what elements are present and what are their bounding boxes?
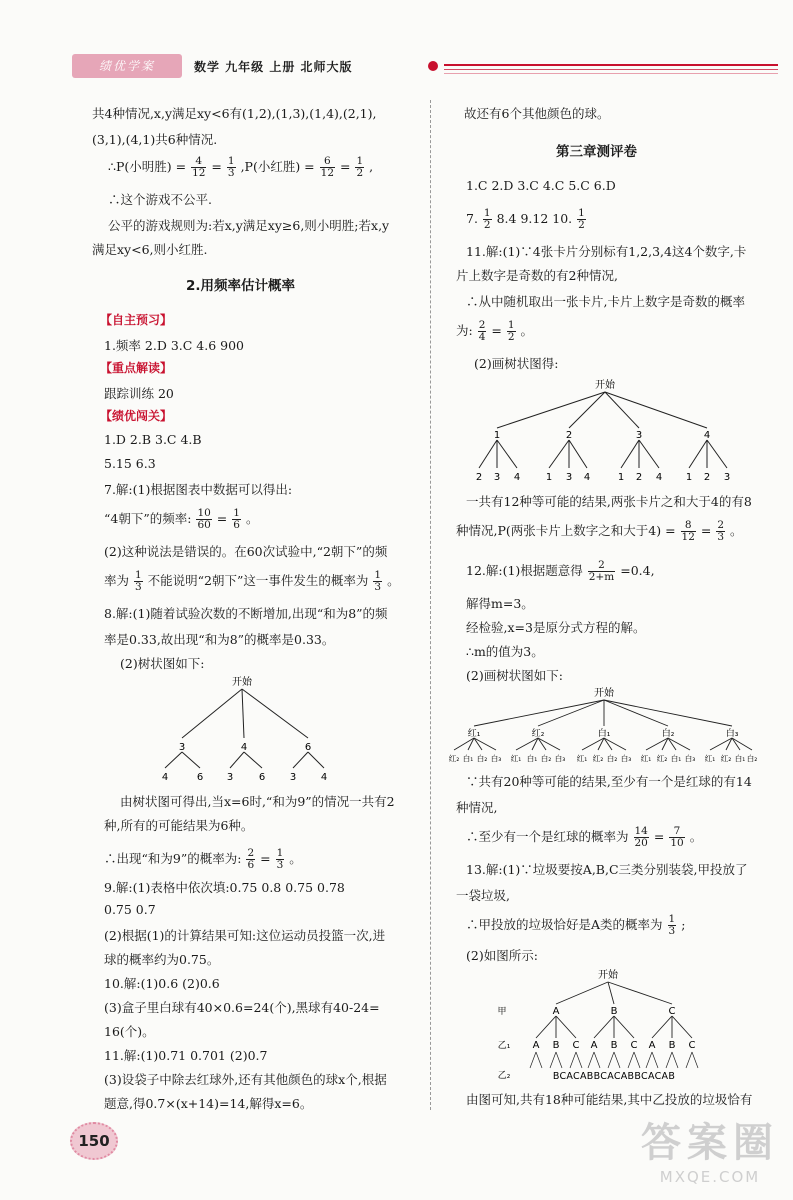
section-title: 2.用频率估计概率	[186, 278, 296, 294]
denominator: 3	[374, 581, 382, 593]
text-line: 10.解:(1)0.6 (2)0.6	[104, 976, 220, 991]
tree-node: 6	[196, 772, 204, 783]
header-rule	[444, 69, 778, 70]
tree-node: 白₂	[746, 754, 758, 763]
tree-node: 开始	[594, 688, 614, 699]
tree-node: 4	[583, 472, 591, 483]
denominator: 2	[356, 167, 364, 179]
text-line: 11.解:(1)0.71 0.701 (2)0.7	[104, 1048, 268, 1063]
denominator: 12	[681, 531, 695, 543]
formula-line	[466, 560, 655, 583]
text: 不能说明“2朝下”这一事件发生的概率为	[147, 573, 369, 588]
text-line: 由图可知,共有18种可能结果,其中乙投放的垃圾恰有	[466, 1092, 753, 1107]
text-line: 题意,得0.7×(x+14)=14,解得x=6。	[104, 1096, 313, 1111]
text-line: 跟踪训练 20	[104, 386, 174, 401]
tree-node: 4	[240, 742, 248, 753]
formula-line	[104, 570, 400, 593]
text-line: 一袋垃圾,	[456, 888, 510, 903]
tree-node: 3	[723, 472, 731, 483]
text: “4朝下”的频率:	[104, 511, 192, 526]
text: 为:	[456, 323, 473, 338]
denominator: 6	[247, 859, 255, 871]
tree-level-label: 乙₂	[497, 1071, 511, 1081]
text: 种情况,P(两张卡片上数字之和大于4) =	[456, 523, 676, 538]
tree-node: 4	[655, 472, 663, 483]
tree-node: 红₁	[704, 754, 716, 763]
tree-diagram-1	[150, 672, 360, 784]
text: 。	[730, 523, 743, 538]
denominator: 6	[233, 519, 240, 531]
text-line: 1.D 2.B 3.C 4.B	[104, 432, 202, 447]
tree-node: 白₂	[540, 754, 552, 763]
text-line: 7.解:(1)根据图表中数据可以得出:	[104, 482, 293, 497]
text: =	[211, 159, 222, 174]
numerator: 8	[681, 520, 696, 532]
fraction	[276, 848, 285, 871]
text-line: 种情况,	[456, 800, 498, 815]
text-line: 11.解:(1)∵4张卡片分别标有1,2,3,4这4个数字,卡	[466, 244, 747, 259]
tree-node: 4	[161, 772, 169, 783]
section-title: 第三章测评卷	[556, 144, 637, 160]
text-line: 16(个)。	[104, 1024, 155, 1039]
tree-node: 1	[545, 472, 553, 483]
tree-node: 4	[703, 430, 711, 441]
numerator: 10	[197, 507, 211, 519]
text: =	[491, 323, 502, 338]
text-line: 种,所有的可能结果为6种。	[104, 818, 254, 833]
fraction	[634, 826, 649, 849]
section-tag: 【重点解读】	[100, 361, 173, 375]
tree-node: 3	[289, 772, 297, 783]
tree-node: 2	[635, 472, 643, 483]
formula-line	[456, 520, 743, 543]
numerator: 1	[233, 507, 240, 519]
tree-node: A	[590, 1040, 598, 1051]
formula-line	[466, 208, 587, 231]
numerator: 6	[320, 156, 335, 168]
tree-node: 3	[635, 430, 643, 441]
numerator: 1	[483, 207, 491, 219]
text-line: (2)画树状图得:	[474, 356, 559, 371]
tree-node: 2	[565, 430, 573, 441]
tree-node: 开始	[595, 380, 615, 391]
text: 。	[689, 829, 703, 844]
text-line: 故还有6个其他颜色的球。	[464, 106, 610, 121]
text-line: 1.频率 2.D 3.C 4.6 900	[104, 338, 244, 353]
numerator: 1	[668, 913, 676, 925]
tree-node: 红₂	[531, 729, 545, 739]
denominator: 3	[276, 859, 284, 871]
denominator: 20	[634, 837, 648, 849]
denominator: 2	[483, 219, 491, 231]
tree-node: 红₂	[656, 754, 668, 763]
tree-node: 白₂	[606, 754, 618, 763]
tree-node: B	[610, 1040, 618, 1051]
tree-node: 红₂	[592, 754, 604, 763]
fraction	[227, 156, 236, 179]
formula-line	[466, 826, 702, 849]
tree-diagram-3	[448, 684, 758, 766]
numerator: 1	[507, 319, 515, 331]
numerator: 1	[374, 569, 382, 581]
fraction	[355, 156, 364, 179]
numerator: 7	[669, 826, 684, 838]
text-line: ∴m的值为3。	[466, 644, 544, 659]
fraction	[507, 320, 516, 343]
text-line: 经检验,x=3是原分式方程的解。	[466, 620, 646, 635]
tree-node: 白₁	[597, 729, 611, 739]
text-line: 0.75 0.7	[104, 902, 156, 917]
section-tag: 【自主预习】	[100, 313, 173, 327]
text-line: 5.15 6.3	[104, 456, 156, 471]
tree-node: 白₂	[476, 754, 488, 763]
text-line: 共4种情况,x,y满足xy<6有(1,2),(1,3),(1,4),(2,1),	[92, 106, 377, 121]
text-line: 球的概率约为0.75。	[104, 952, 220, 967]
tree-edges	[454, 700, 752, 750]
denominator: 4	[478, 331, 486, 343]
tree-node: 红₂	[448, 754, 460, 763]
fraction	[681, 520, 696, 543]
watermark-logo-text: 答案圈	[641, 1120, 779, 1166]
tree-node: A	[648, 1040, 656, 1051]
text-line: 率是0.33,故出现“和为8”的概率是0.33。	[104, 632, 335, 647]
fraction	[668, 914, 677, 937]
numerator: 2	[478, 319, 486, 331]
tree-node: 3	[493, 472, 501, 483]
tree-node: 白₃	[620, 754, 632, 763]
fraction	[483, 208, 492, 231]
text-line: 8.解:(1)随着试验次数的不断增加,出现“和为8”的频	[104, 606, 388, 621]
fraction	[588, 560, 615, 583]
fraction	[246, 848, 255, 871]
denominator: 10	[670, 837, 684, 849]
numerator: 4	[191, 156, 206, 168]
formula-line	[104, 508, 258, 531]
text: =	[700, 523, 712, 538]
text-line: 解得m=3。	[466, 596, 534, 611]
text: =0.4,	[620, 563, 655, 578]
tree-edges	[530, 1052, 698, 1068]
header-rule	[444, 64, 778, 66]
numerator: 14	[634, 825, 648, 837]
numerator: 1	[135, 569, 142, 581]
denominator: 2	[578, 219, 585, 231]
numerator: 2	[588, 560, 615, 572]
text-line: 片上数字是奇数的有2种情况,	[456, 268, 618, 283]
text: 。	[245, 511, 259, 526]
numerator: 2	[717, 519, 725, 531]
tree-node: 白₃	[554, 754, 566, 763]
denominator: 3	[717, 531, 725, 543]
text-line: 一共有12种等可能的结果,两张卡片之和大于4的有8	[466, 494, 752, 509]
tree-node: 红₂	[720, 754, 732, 763]
fraction	[478, 320, 487, 343]
fraction	[716, 520, 725, 543]
tree-node: 6	[258, 772, 266, 783]
text-line: 9.解:(1)表格中依次填:0.75 0.8 0.75 0.78	[104, 880, 345, 895]
denominator: 12	[320, 167, 335, 179]
tree-node: B	[668, 1040, 676, 1051]
tree-node: 2	[703, 472, 711, 483]
text: =	[260, 851, 271, 866]
tree-edges	[479, 392, 727, 468]
formula-line	[104, 848, 302, 871]
text: =	[653, 829, 665, 844]
column-divider	[430, 100, 431, 1110]
tree-diagram-2	[465, 376, 755, 486]
text-line: ∴这个游戏不公平.	[108, 192, 212, 207]
tree-node: C	[630, 1040, 638, 1051]
page-header	[72, 50, 778, 84]
tree-node: 白₁	[734, 754, 746, 763]
tree-leaf-row: BCACABBCACABBCACAB	[552, 1071, 676, 1082]
text-line: (3,1),(4,1)共6种情况.	[92, 132, 218, 147]
fraction	[134, 570, 143, 593]
text: 12.解:(1)根据题意得	[466, 563, 583, 578]
text-line: 由树状图可得出,当x=6时,“和为9”的情况一共有2	[120, 794, 395, 809]
text-line: 1.C 2.D 3.C 4.C 5.C 6.D	[466, 178, 616, 193]
text-line: (3)设袋子中除去红球外,还有其他颜色的球x个,根据	[104, 1072, 387, 1087]
text: ∴至少有一个是红球的概率为	[466, 829, 629, 844]
denominator: 3	[135, 581, 142, 593]
text: ∴出现“和为9”的概率为:	[104, 851, 242, 866]
tree-node: 1	[493, 430, 501, 441]
text-line: ∴从中随机取出一张卡片,卡片上数字是奇数的概率	[466, 294, 745, 309]
section-tag: 【绩优闯关】	[100, 409, 173, 423]
denominator: 60	[197, 519, 211, 531]
tree-node: 1	[617, 472, 625, 483]
tree-node: 白₂	[661, 729, 675, 739]
formula-line	[108, 156, 373, 179]
denominator: 3	[668, 925, 676, 937]
tree-node: C	[668, 1006, 676, 1017]
tree-node: 白₃	[725, 729, 739, 739]
header-title: 数学 九年级 上册 北师大版	[194, 60, 353, 74]
tree-node: 1	[685, 472, 693, 483]
tree-node: 6	[304, 742, 312, 753]
text: 7.	[466, 211, 478, 226]
text-line: (2)如图所示:	[466, 948, 538, 963]
page-number: 150	[70, 1122, 118, 1160]
tree-node: 白₁	[526, 754, 538, 763]
numerator: 1	[578, 207, 585, 219]
tree-node: 3	[226, 772, 234, 783]
denominator: 3	[227, 167, 235, 179]
tree-node: B	[552, 1040, 560, 1051]
text: ∴P(小明胜) =	[108, 159, 187, 174]
tree-node: 红₁	[510, 754, 522, 763]
formula-line	[456, 320, 533, 343]
header-rule	[444, 73, 778, 74]
numerator: 1	[227, 155, 235, 167]
text: ;	[681, 917, 686, 932]
watermark	[641, 1111, 779, 1186]
text: =	[340, 159, 351, 174]
fraction	[320, 156, 335, 179]
text-line: ∵共有20种等可能的结果,至少有一个是红球的有14	[466, 774, 752, 789]
fraction	[669, 826, 684, 849]
text: 。	[289, 851, 302, 866]
text-line: (2)这种说法是错误的。在60次试验中,“2朝下”的频	[104, 544, 388, 559]
text-line: 满足xy<6,则小红胜.	[92, 242, 208, 257]
text-line: 公平的游戏规则为:若x,y满足xy≥6,则小明胜;若x,y	[108, 218, 390, 233]
tree-node: 白₃	[684, 754, 696, 763]
tree-node: 红₁	[640, 754, 652, 763]
tree-edges	[165, 689, 324, 768]
text: 。	[387, 573, 400, 588]
tree-node: C	[688, 1040, 696, 1051]
fraction	[577, 208, 586, 231]
text: ,	[369, 159, 374, 174]
tree-node: 白₃	[490, 754, 502, 763]
formula-line	[466, 914, 685, 937]
tree-node: A	[552, 1006, 560, 1017]
tree-node: 3	[565, 472, 573, 483]
text: ,P(小红胜) =	[240, 159, 315, 174]
fraction	[196, 508, 211, 531]
text-line: (2)树状图如下:	[120, 656, 205, 671]
denominator: 2	[507, 331, 515, 343]
tree-node: 3	[178, 742, 186, 753]
tree-diagram-4	[496, 966, 711, 1084]
tree-node: 白₁	[462, 754, 474, 763]
tree-node: B	[610, 1006, 618, 1017]
text-line: (3)盒子里白球有40×0.6=24(个),黑球有40-24=	[104, 1000, 380, 1015]
text-line: (2)根据(1)的计算结果可知:这位运动员投篮一次,进	[104, 928, 386, 943]
numerator: 1	[276, 847, 284, 859]
tree-node: 白₁	[670, 754, 682, 763]
fraction	[373, 570, 382, 593]
tree-node: 4	[320, 772, 328, 783]
text: 率为	[104, 573, 130, 588]
watermark-url: MXQE.COM	[659, 1168, 761, 1186]
tree-node: 红₁	[576, 754, 588, 763]
text: ∴甲投放的垃圾恰好是A类的概率为	[466, 917, 663, 932]
tree-level-label: 甲	[497, 1007, 507, 1017]
header-dot	[428, 61, 438, 71]
denominator: 2+m	[588, 571, 615, 583]
text-line: (2)画树状图如下:	[466, 668, 563, 683]
text: 8.4 9.12 10.	[496, 211, 573, 226]
tree-node: 4	[513, 472, 521, 483]
numerator: 1	[356, 155, 364, 167]
header-badge: 绩优学案	[72, 54, 182, 78]
tree-node: 2	[475, 472, 483, 483]
fraction	[191, 156, 206, 179]
numerator: 2	[247, 847, 255, 859]
text: 。	[520, 323, 534, 338]
text: =	[216, 511, 228, 526]
text-line: 13.解:(1)∵垃圾要按A,B,C三类分别装袋,甲投放了	[466, 862, 748, 877]
tree-node: A	[532, 1040, 540, 1051]
tree-node: C	[572, 1040, 580, 1051]
tree-level-label: 乙₁	[497, 1041, 511, 1051]
tree-node: 红₁	[467, 729, 481, 739]
tree-node: 开始	[232, 677, 252, 688]
denominator: 12	[192, 167, 206, 179]
tree-node: 开始	[598, 970, 618, 981]
fraction	[232, 508, 241, 531]
